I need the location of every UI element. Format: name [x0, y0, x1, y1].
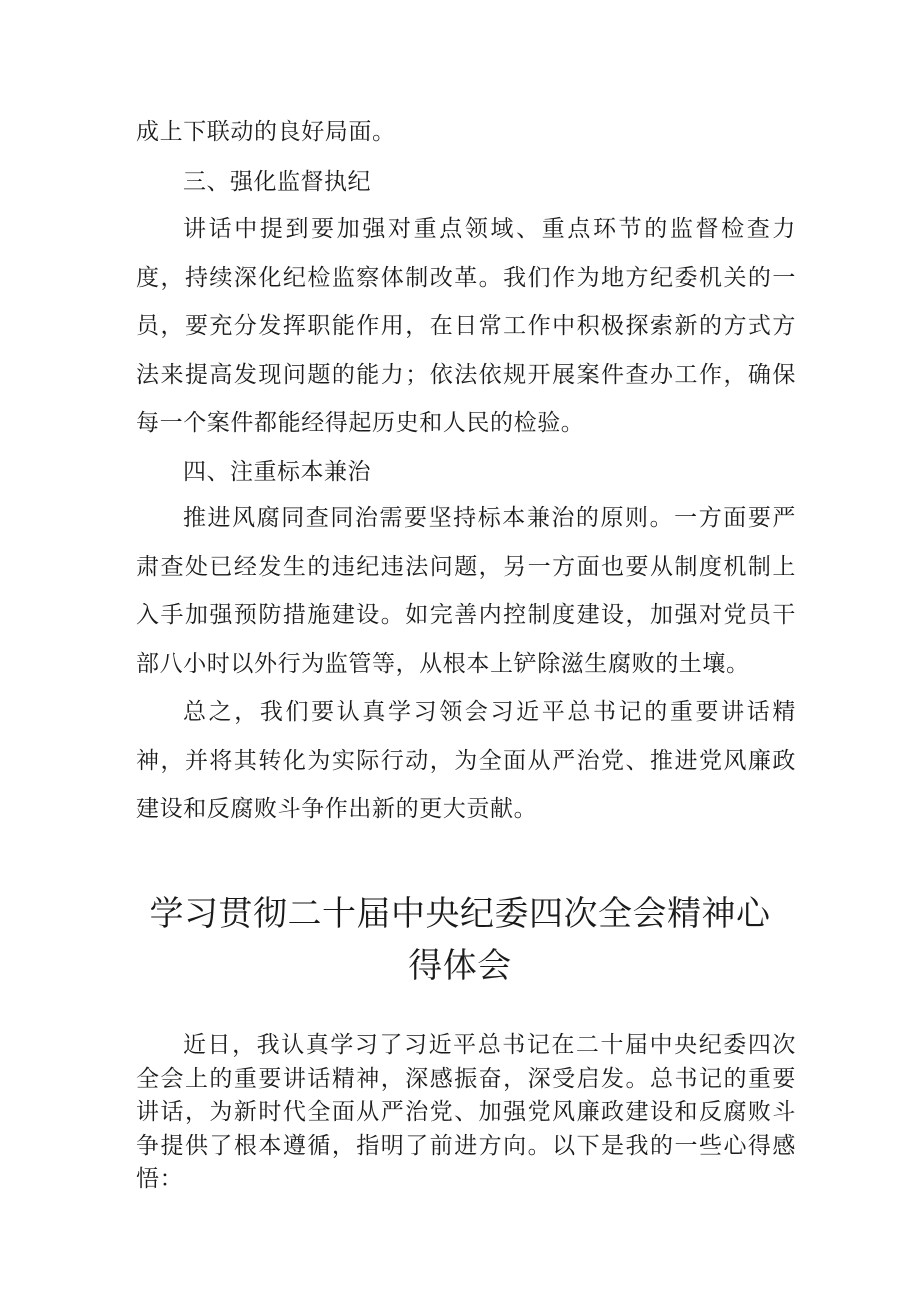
article-title-line1: 学习贯彻二十届中央纪委四次全会精神心	[149, 894, 771, 934]
continuation-paragraph: 成上下联动的良好局面。	[136, 119, 396, 145]
section-body-3: 讲话中提到要加强对重点领域、重点环节的监督检查力度，持续深化纪检监察体制改革。我们作为地方纪委机关的一员，要充分发挥职能作用，在日常工作中积极探索新的方式方法来提高发现问题的能力；依法依规开展案件查办工作，确保每一个案件都能经得起历史和人民的检验。	[136, 216, 796, 436]
article-intro-paragraph: 近日，我认真学习了习近平总书记在二十届中央纪委四次全会上的重要讲话精神，深感振奋，深受启发。总书记的重要讲话，为新时代全面从严治党、加强党风廉政建设和反腐败斗争提供了根本遵循，指明了前进方向。以下是我的一些心得感悟：	[136, 1032, 796, 1192]
article-title	[130, 888, 790, 992]
conclusion-paragraph: 总之，我们要认真学习领会习近平总书记的重要讲话精神，并将其转化为实际行动，为全面从严治党、推进党风廉政建设和反腐败斗争作出新的更大贡献。	[136, 699, 796, 822]
section-heading-4: 四、注重标本兼治	[183, 459, 371, 485]
section-heading-3: 三、强化监督执纪	[183, 169, 371, 195]
article-title-line2: 得体会	[408, 946, 512, 986]
section-body-4: 推进风腐同查同治需要坚持标本兼治的原则。一方面要严肃查处已经发生的违纪违法问题，另一方面也要从制度机制上入手加强预防措施建设。如完善内控制度建设，加强对党员干部八小时以外行为监管等，从根本上铲除滋生腐败的土壤。	[136, 505, 796, 677]
